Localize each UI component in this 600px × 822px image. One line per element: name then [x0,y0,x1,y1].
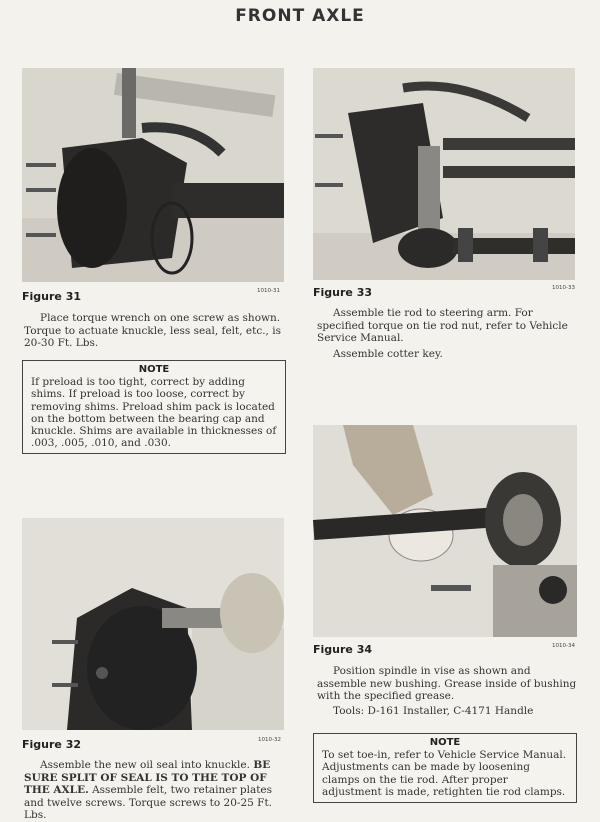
figure-32-text-a: Assemble the new oil seal into knuckle. [40,759,250,771]
note-text: To set toe-in, refer to Vehicle Service Manual. Adjustments can be made by loosening clamps on the tie rod. After proper adjustment is made, retighten tie rod clamps. [322,749,567,798]
figure-34-paragraph: Position spindle in vise as shown and assemble new bushing. Grease inside of bushing with the specified grease. [317,665,577,702]
figure-34-tools: Tools: D-161 Installer, C-4171 Handle [333,704,534,717]
page-title: FRONT AXLE [235,6,365,26]
figure-34-label: Figure 34 [313,643,373,656]
figure-33-label: Figure 33 [313,286,373,299]
figure-34-text [317,665,579,717]
figure-33-paragraph-2: Assemble cotter key. [333,347,443,360]
figure-34-illustration [313,425,577,637]
figure-33-photo [313,68,575,280]
note-box-toe-in [313,733,577,803]
note-box-preload [22,360,286,454]
note-text: If preload is too tight, correct by adding shims. If preload is too loose, correct by removing shims. Preload shim pack is located on the bottom between the bearing cap and knuckle. Shims are available in thicknesses of .003, .005, .010, and .030. [31,376,277,450]
figure-32-text-bold: BE SURE SPLIT OF SEAL IS TO THE TOP OF THE AXLE. [24,759,271,796]
figure-31-illustration [22,68,284,282]
figure-31-code: 1010-31 [257,288,280,294]
figure-31-label: Figure 31 [22,290,82,303]
figure-32-photo [22,518,284,730]
figure-34-code: 1010-34 [552,643,575,649]
figure-33-code: 1010-33 [552,285,575,291]
figure-31-text [24,312,286,350]
figure-34-photo [313,425,577,637]
figure-32-label: Figure 32 [22,738,82,751]
figure-32-code: 1010-32 [258,737,281,743]
figure-31-paragraph: Place torque wrench on one screw as shown. Torque to actuate knuckle, less seal, felt, etc., is 20-30 Ft. Lbs. [24,312,281,349]
figure-32-text-b: Assemble felt, two retainer plates and twelve screws. Torque screws to 20-25 Ft. Lbs. [24,784,273,821]
figure-33-illustration [313,68,575,280]
figure-31-photo [22,68,284,282]
figure-32-illustration [22,518,284,730]
figure-33-text [317,307,579,360]
figure-32-text [24,759,286,822]
figure-33-paragraph-1: Assemble tie rod to steering arm. For specified torque on tie rod nut, refer to Vehicle Service Manual. [317,307,568,344]
note-title: NOTE [138,364,170,375]
note-title: NOTE [429,737,461,748]
